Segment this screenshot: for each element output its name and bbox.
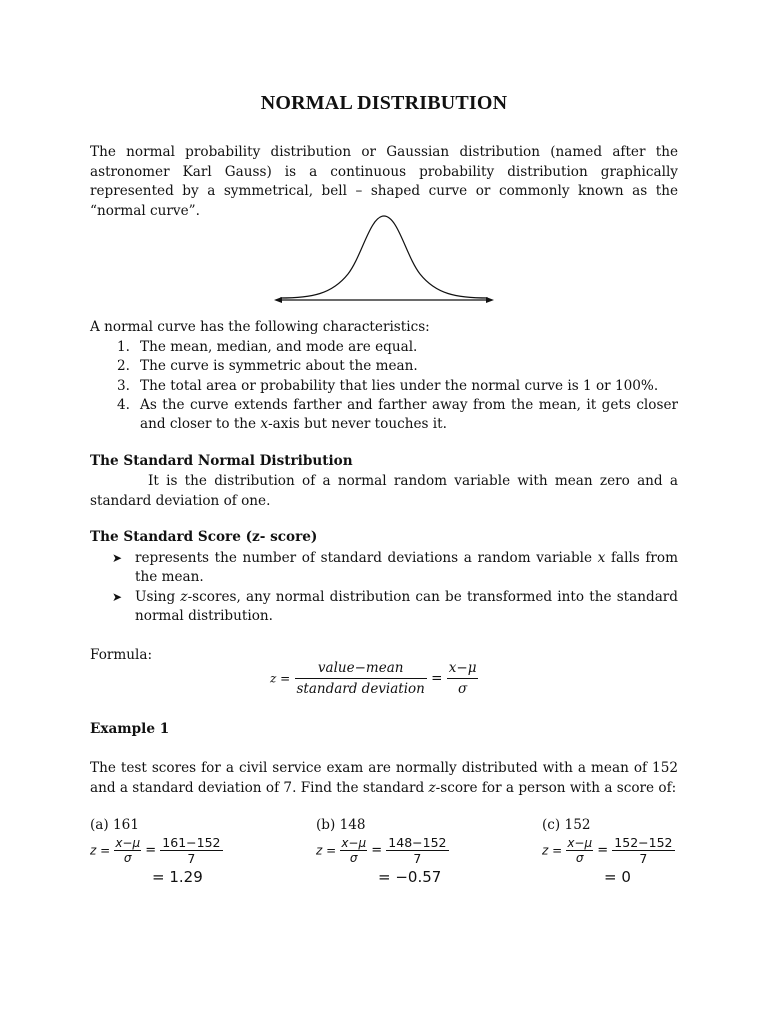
fraction-denominator: σ (575, 851, 584, 865)
standard-normal-body: It is the distribution of a normal random variable with mean zero and a standard deviation of one. (90, 473, 678, 509)
bullet-item (90, 588, 678, 627)
fraction-denominator: standard deviation (296, 681, 425, 697)
formula-label: Formula: (90, 647, 153, 663)
variable-x: x (260, 416, 269, 433)
formula-equals: = (431, 670, 443, 687)
calc-lhs: z = (542, 843, 563, 858)
variable-z: z (428, 779, 436, 796)
list-item-text: The total area or probability that lies under the normal curve is 1 or 100%. (140, 377, 659, 394)
fraction-numerator: 148−152 (388, 835, 447, 850)
characteristics-heading: A normal curve has the following characteristics: (90, 319, 430, 335)
list-number: 1. (117, 339, 130, 355)
example-text: The test scores for a civil service exam are normally distributed with a mean of 152 and a standard deviation of 7. Find the standard (90, 760, 678, 796)
page-title: NORMAL DISTRIBUTION (260, 92, 508, 114)
fraction-denominator: 7 (187, 851, 196, 866)
fraction-denominator: σ (349, 851, 358, 865)
fraction-numerator: x−μ (567, 836, 593, 850)
solution-calc (316, 835, 449, 866)
intro-paragraph: The normal probability distribution or Gaussian distribution (named after the astronomer Karl Gauss) is a continuous probability distribution graphically represented by a symmetrical, bell – shaped curve or commonly known as the “normal curve”. (90, 144, 678, 219)
list-item (90, 357, 678, 376)
bullet-text: falls from the mean. (135, 550, 678, 586)
characteristics-list (90, 338, 678, 434)
calc-lhs: z = (90, 843, 111, 858)
solution-c (542, 817, 722, 886)
example-body (90, 759, 678, 798)
calc-number-fraction (160, 835, 222, 866)
axis-arrow-left (274, 297, 282, 303)
arrow-bullet-icon: ➤ (112, 589, 123, 604)
list-item-text: -axis but never touches it. (268, 416, 447, 433)
z-score-bullets (90, 549, 678, 626)
normal-curve-illustration (272, 212, 496, 308)
fraction-numerator: 152−152 (614, 835, 673, 850)
solution-calc (90, 835, 223, 866)
bell-curve (280, 216, 488, 298)
fraction-numerator: 161−152 (162, 835, 221, 850)
z-score-formula (270, 660, 510, 706)
solution-result: = 1.29 (152, 868, 203, 886)
list-number: 4. (117, 396, 130, 413)
formula-fraction-words (295, 660, 427, 697)
bullet-text: represents the number of standard deviations a random variable (135, 550, 598, 566)
calc-symbol-fraction (114, 836, 141, 865)
list-number: 2. (117, 358, 130, 375)
variable-z: z (180, 588, 188, 605)
calc-equals: = (597, 843, 609, 858)
fraction-denominator: σ (123, 851, 132, 865)
list-item-text: The mean, median, and mode are equal. (140, 339, 418, 355)
solution-b (316, 817, 496, 886)
calc-lhs: z = (316, 843, 337, 858)
fraction-denominator: σ (458, 681, 468, 697)
fraction-numerator: x−μ (341, 836, 367, 850)
fraction-numerator: x−μ (447, 660, 479, 679)
axis-arrow-right (486, 297, 494, 303)
list-item (90, 396, 678, 435)
formula-lhs: z = (270, 671, 291, 686)
variable-x: x (597, 550, 606, 566)
fraction-numerator: x−μ (115, 836, 141, 850)
standard-normal-heading: The Standard Normal Distribution (90, 453, 353, 469)
formula-fraction-symbols (447, 660, 479, 697)
example-text: -score for a person with a score of: (435, 779, 677, 796)
calc-number-fraction (612, 835, 674, 866)
bullet-item (90, 549, 678, 588)
solution-label: (a) 161 (90, 817, 139, 833)
solution-label: (b) 148 (316, 817, 366, 833)
fraction-numerator: value−mean (295, 660, 427, 679)
z-score-heading: The Standard Score (z- score) (90, 529, 318, 545)
calc-equals: = (371, 843, 383, 858)
example-solutions (90, 817, 690, 907)
solution-a (90, 817, 270, 886)
solution-label: (c) 152 (542, 817, 591, 833)
solution-result: = 0 (604, 868, 631, 886)
bullet-text: Using (135, 588, 181, 605)
list-item (90, 377, 678, 396)
calc-equals: = (145, 843, 157, 858)
arrow-bullet-icon: ➤ (112, 551, 123, 565)
example-heading: Example 1 (90, 721, 170, 737)
list-item (90, 338, 678, 357)
list-item-text: The curve is symmetric about the mean. (140, 358, 418, 375)
solution-calc (542, 835, 675, 866)
calc-symbol-fraction (340, 836, 367, 865)
list-item-text: As the curve extends farther and farther away from the mean, it gets closer and closer to the (140, 396, 678, 433)
bullet-text: -scores, any normal distribution can be transformed into the standard normal distribution. (135, 588, 678, 624)
calc-symbol-fraction (566, 836, 593, 865)
fraction-denominator: 7 (639, 851, 648, 866)
fraction-denominator: 7 (413, 851, 422, 866)
solution-result: = −0.57 (378, 868, 442, 886)
calc-number-fraction (386, 835, 448, 866)
list-number: 3. (117, 377, 130, 394)
